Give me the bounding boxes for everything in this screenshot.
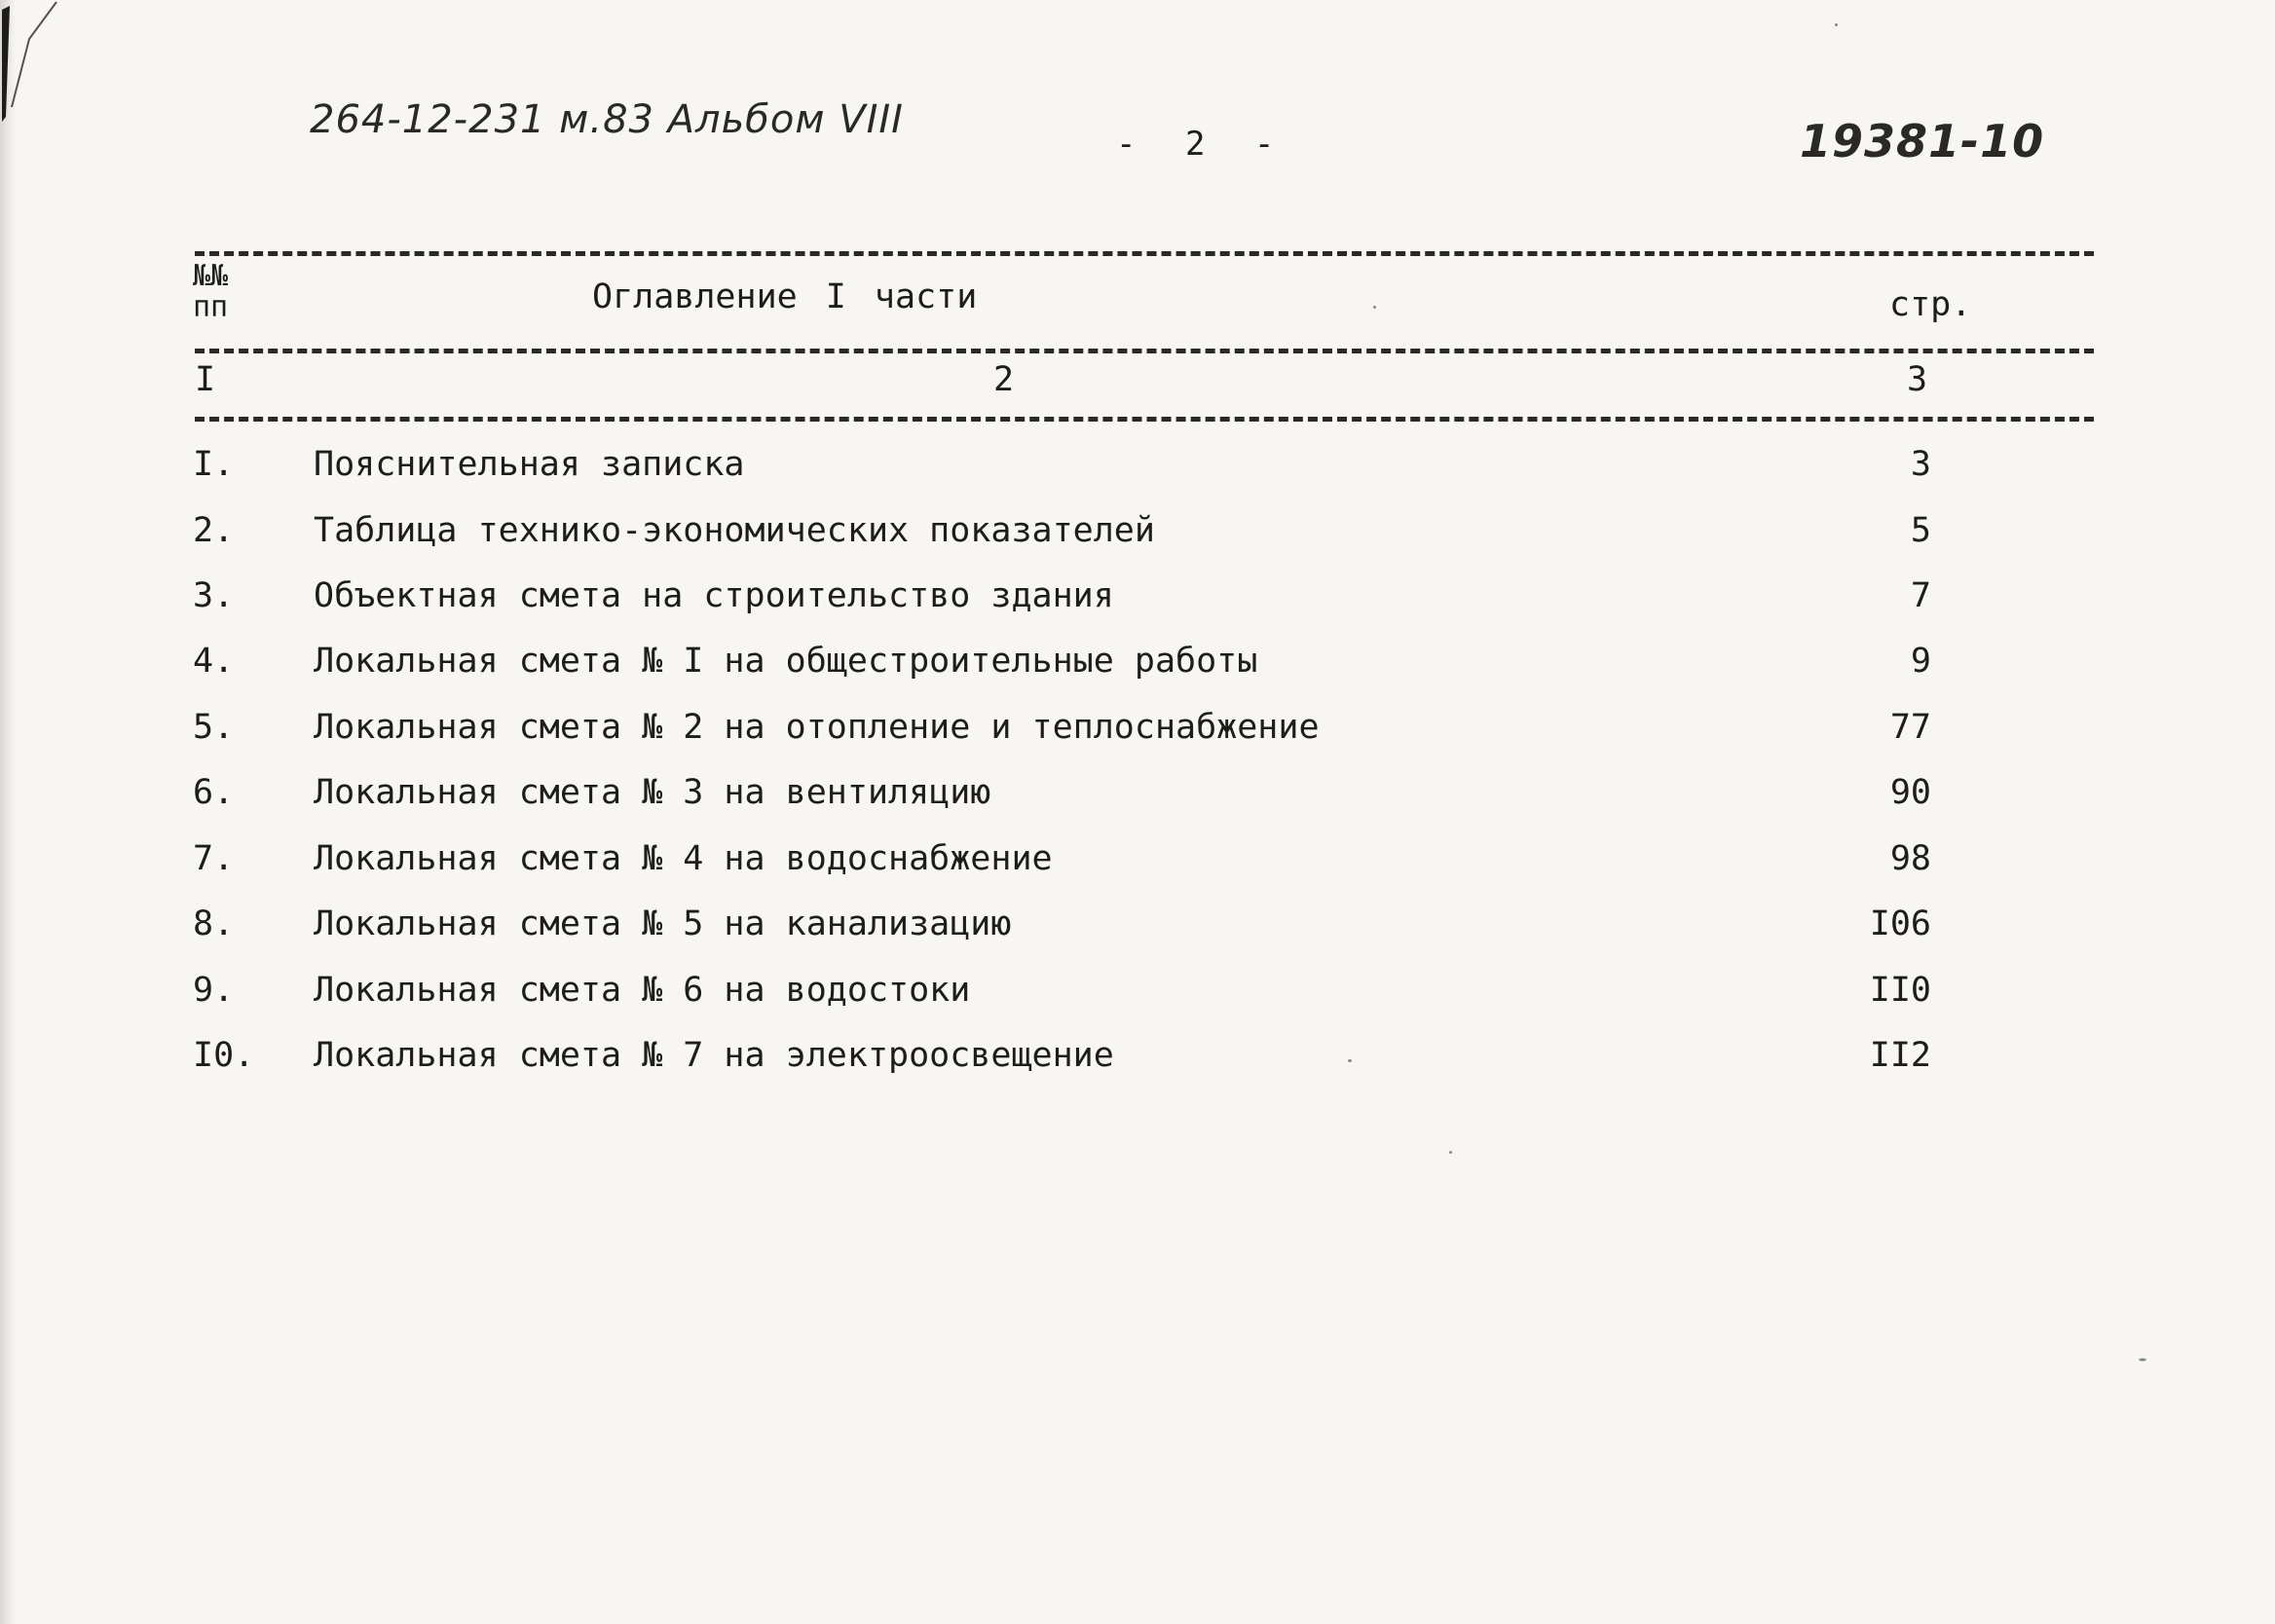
row-page: 7 bbox=[1910, 576, 1931, 615]
column-number-3: 3 bbox=[1907, 360, 1928, 399]
row-title: Таблица технико-экономических показателей bbox=[314, 511, 1155, 550]
table-top-rule bbox=[195, 251, 2094, 256]
row-page: 77 bbox=[1889, 708, 1931, 747]
row-number: 3. bbox=[193, 576, 235, 615]
row-page: 3 bbox=[1910, 445, 1931, 484]
row-title: Объектная смета на строительство здания bbox=[314, 576, 1114, 615]
row-title: Локальная смета № 4 на водоснабжение bbox=[314, 839, 1053, 878]
corner-pencil-mark bbox=[0, 0, 68, 127]
row-page: I06 bbox=[1869, 904, 1931, 943]
column-numbers-rule bbox=[195, 417, 2094, 422]
column-number-1: I bbox=[195, 360, 216, 399]
row-number: 7. bbox=[193, 839, 235, 878]
row-number: 4. bbox=[193, 642, 235, 681]
row-page: II0 bbox=[1869, 971, 1931, 1010]
row-title: Локальная смета № 2 на отопление и теплоснабжение bbox=[314, 708, 1320, 747]
row-number: 5. bbox=[193, 708, 235, 747]
row-title: Пояснительная записка bbox=[314, 445, 745, 484]
row-number: 2. bbox=[193, 511, 235, 550]
scan-speck bbox=[1835, 23, 1838, 26]
row-title: Локальная смета № I на общестроительные работы bbox=[314, 642, 1258, 681]
row-number: I. bbox=[193, 445, 235, 484]
row-title: Локальная смета № 6 на водостоки bbox=[314, 971, 971, 1010]
row-number: 8. bbox=[193, 904, 235, 943]
column-header-title: Оглавление I части bbox=[592, 277, 978, 316]
handwritten-document-code: 264-12-231 м.83 Альбом VIII bbox=[310, 97, 904, 142]
row-page: 90 bbox=[1889, 773, 1931, 812]
scan-speck bbox=[1348, 1059, 1352, 1062]
row-number: 9. bbox=[193, 971, 235, 1010]
row-page: 98 bbox=[1889, 839, 1931, 878]
scan-speck bbox=[1449, 1151, 1452, 1154]
header-rule bbox=[195, 349, 2094, 353]
scan-speck bbox=[2139, 1358, 2146, 1361]
row-title: Локальная смета № 5 на канализацию bbox=[314, 904, 1012, 943]
row-title: Локальная смета № 7 на электроосвещение bbox=[314, 1036, 1114, 1075]
page-edge-shadow bbox=[0, 0, 16, 1624]
column-header-number: №№ пп bbox=[193, 259, 229, 324]
handwritten-archive-number: 19381-10 bbox=[1800, 115, 2045, 167]
row-page: 5 bbox=[1910, 511, 1931, 550]
row-page: 9 bbox=[1910, 642, 1931, 681]
row-number: 6. bbox=[193, 773, 235, 812]
row-title: Локальная смета № 3 на вентиляцию bbox=[314, 773, 991, 812]
row-page: II2 bbox=[1869, 1036, 1931, 1075]
scan-speck bbox=[1373, 306, 1376, 309]
page-number: - 2 - bbox=[1116, 125, 1275, 164]
column-header-page: стр. bbox=[1889, 285, 1972, 324]
row-number: I0. bbox=[193, 1036, 255, 1075]
column-number-2: 2 bbox=[993, 360, 1015, 399]
